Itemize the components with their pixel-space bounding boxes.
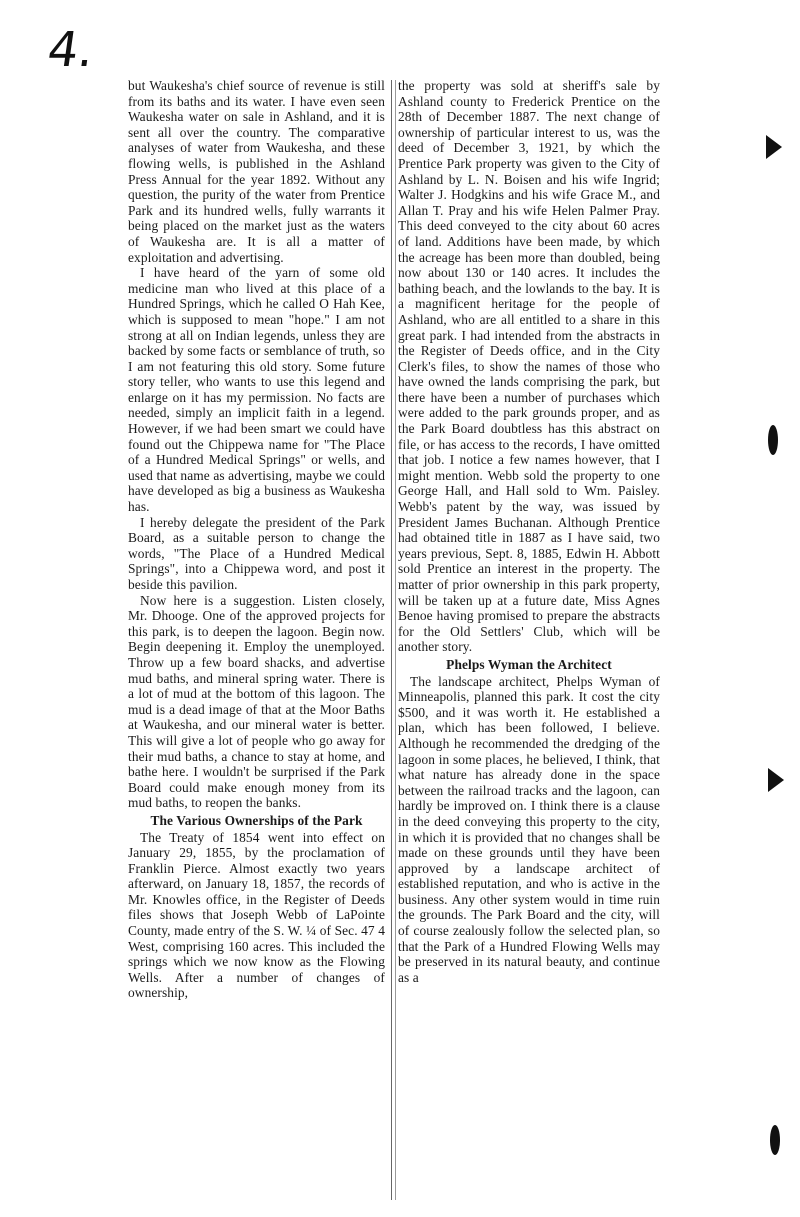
right-paragraph-2: The landscape architect, Phelps Wyman of Minneapolis, planned this park. It cost the city $500, and it was worth it. He established a plan, which has been followed, I believe. Although he recommended the dredging of the lagoon in some places, he believed, I think, that what nature has already done in the space between the railroad tracks and the lagoon, can hardly be improved on. I think there is a clause in the deed conveying this property to the city, in which it is provided that no changes shall be made on these grounds until they have been approved by a landscape architect of established reputation, and who is active in the business. Any other system would in time ruin the grounds. The Park Board and the city, will of course zealously follow the selected plan, so that the Park of a Hundred Flowing Wells may be preserved in its natural beauty, and continue as a bbox=[398, 673, 660, 985]
left-paragraph-5: The Treaty of 1854 went into effect on January 29, 1855, by the proclamation of Franklin Pierce. Almost exactly two years afterward, on January 18, 1857, the records of Mr. Knowles office, in the Register of Deeds files shows that Joseph Webb of LaPointe County, made entry of the S. W. ¼ of Sec. 47 4 West, comprising 160 acres. This included the springs which we now know as the Flowing Wells. After a number of changes of ownership, bbox=[128, 829, 385, 1001]
left-column bbox=[128, 78, 385, 1001]
margin-marker-icon bbox=[766, 135, 782, 159]
margin-marker-icon bbox=[770, 1125, 780, 1155]
column-divider-secondary bbox=[395, 80, 396, 1200]
left-paragraph-2: I have heard of the yarn of some old medicine man who lived at this place of a Hundred Springs, which he called O Hah Kee, which is supposed to mean "hope." I am not strong at all on Indian legends, unless they are backed by some facts or semblance of truth, so I am not featuring this old story. Some future story teller, who wants to use this legend and enlarge on it has my permission. No facts are needed, simply an implicit faith in a legend. However, if we had been smart we could have found out the Chippewa name for "The Place of a Hundred Medical Springs" or wells, and used that name as advertising, maybe we could have developed as big a business as Waukesha has. bbox=[128, 265, 385, 515]
page-number: 4. bbox=[44, 22, 98, 78]
section-heading-architect: Phelps Wyman the Architect bbox=[446, 656, 612, 672]
left-paragraph-3: I hereby delegate the president of the Park Board, as a suitable person to change the words, "The Place of a Hundred Medical Springs", into a Chippewa word, and post it beside this pavilion. bbox=[128, 514, 385, 592]
section-heading-ownerships: The Various Ownerships of the Park bbox=[150, 812, 363, 828]
right-column bbox=[398, 78, 660, 985]
left-paragraph-1: but Waukesha's chief source of revenue is still from its baths and its water. I have even seen Waukesha water on sale in Ashland, and it is sent all over the country. The comparative analyses of water from Waukesha, and these flowing wells, is published in the Ashland Press Annual for the year 1892. Without any question, the purity of the water from Prentice Park and its hundred wells, fully warrants it being placed on the market just as the waters of Waukesha are. It is all a matter of exploitation and advertising. bbox=[128, 78, 385, 265]
margin-marker-icon bbox=[768, 425, 778, 455]
right-paragraph-1: the property was sold at sheriff's sale by Ashland county to Frederick Prentice on the 28th of December 1887. The next change of ownership of particular interest to us, was the deed of December 3, 1921, by which the Prentice Park property was given to the City of Ashland by L. N. Boisen and his wife Ingrid; Walter J. Hodgkins and his wife Grace M., and Allan T. Pray and his wife Helen Palmer Pray. This deed conveyed to the city about 60 acres of land. Additions have been made, by which the acreage has been more than doubled, being now about 130 or 140 acres. It includes the bathing beach, and the lowlands to the bay. It is a magnificent heritage for the people of Ashland, who are all entitled to a share in this great park. I had intended from the abstracts in the Register of Deeds office, and in the City Clerk's files, to show the names of those who have owned the lands comprising the park, but there have been a number of purchases which were added to the park grounds proper, and as the Park Board doubtless has this abstract on file, or has access to the records, I have omitted that job. I notice a few names however, that I might mention. Webb sold the property to one George Hall, and Hall sold to Wm. Paisley. Webb's patent by the way, was issued by President James Buchanan. Although Prentice had obtained title in 1887 as I have said, two years previous, Sept. 8, 1885, Edwin H. Abbott sold Prentice an interest in the property. The matter of prior ownership in this park property, will be taken up at a future date, Miss Agnes Benoe having promised to prepare the abstracts for the Old Settlers' Club, which will be another story. bbox=[398, 78, 660, 655]
margin-marker-icon bbox=[768, 768, 784, 792]
column-divider bbox=[391, 80, 392, 1200]
left-paragraph-4: Now here is a suggestion. Listen closely, Mr. Dhooge. One of the approved projects for this park, is to deepen the lagoon. Begin now. Begin deepening it. Employ the unemployed. Throw up a few board shacks, and advertise mud baths, and mineral spring water. There is a lot of mud at the bottom of this lagoon. The mud is a dead image of that at the Moor Baths at Waukesha, and our mineral water is better. This will give a lot of people who go away for their mud baths, a chance to stay at home, and bathe here. I wouldn't be surprised if the Park Board could make enough money from its mud baths, to reopen the banks. bbox=[128, 592, 385, 811]
